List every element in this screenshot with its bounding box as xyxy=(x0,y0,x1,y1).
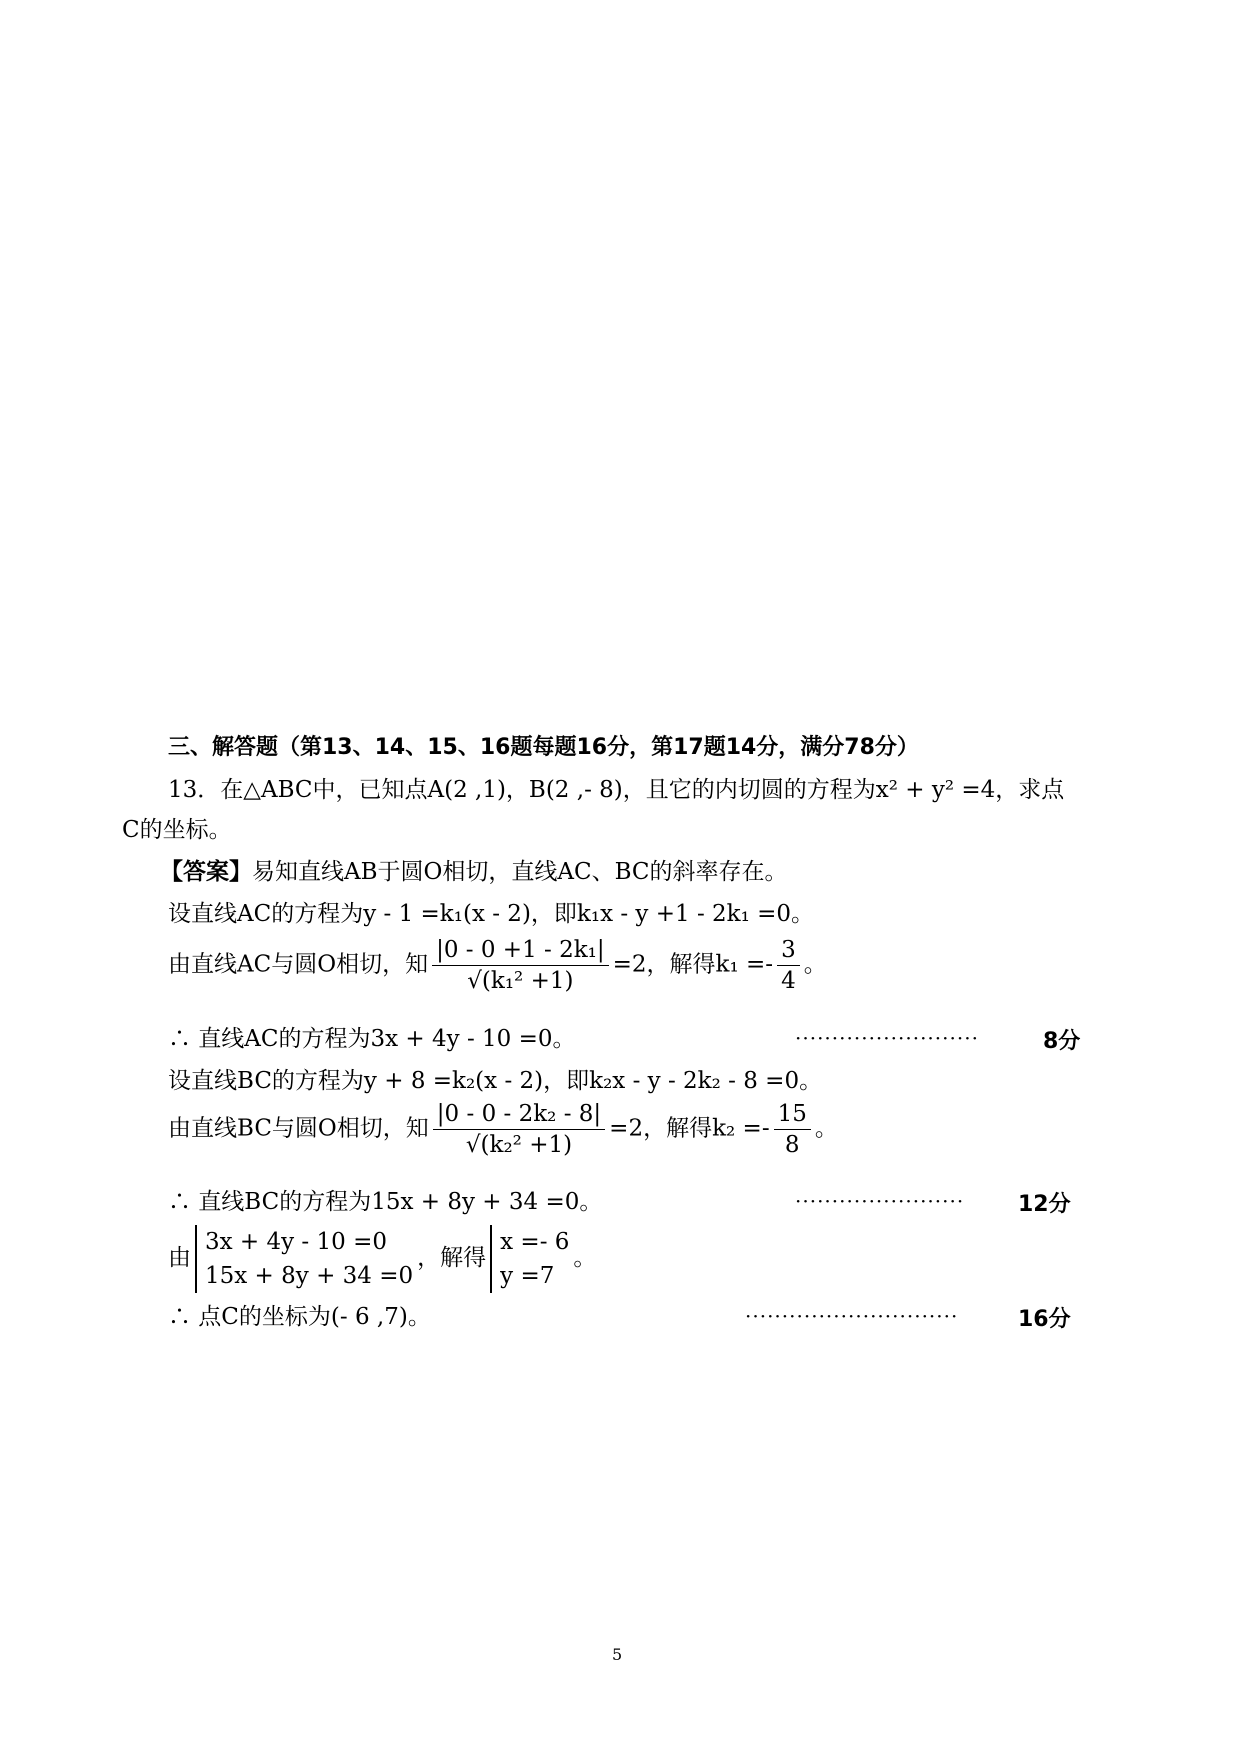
answer-intro-line xyxy=(160,857,788,887)
bc-tangent-prefix: 由直线BC与圆O相切，知 xyxy=(168,1115,429,1142)
equation-system xyxy=(195,1225,413,1293)
ac-dots: ························· xyxy=(795,1026,979,1050)
sol-eq-1: x =- 6 xyxy=(500,1229,570,1255)
bc-dots: ······················· xyxy=(795,1189,965,1213)
ac-tangent-line xyxy=(168,935,827,996)
ac-score: 8分 xyxy=(1043,1029,1081,1054)
question-line-2: C的坐标。 xyxy=(122,817,232,843)
sys-eq-2: 15x + 8y + 34 =0 xyxy=(205,1263,414,1289)
ac-tangent-mid: =2，解得k₁ =- xyxy=(612,951,774,978)
final-dots: ····························· xyxy=(745,1304,959,1328)
bc-k-fraction xyxy=(774,1099,811,1160)
ac-setup: 设直线AC的方程为y - 1 =k₁(x - 2)，即k₁x - y +1 - 2k₁ =0。 xyxy=(168,901,815,927)
period: 。 xyxy=(814,1115,838,1142)
ac-frac-denominator: √(k₁² +1) xyxy=(467,968,574,994)
ac-tangent-prefix: 由直线AC与圆O相切，知 xyxy=(168,951,429,978)
bc-distance-fraction xyxy=(433,1099,605,1160)
bc-tangent-line xyxy=(168,1099,838,1160)
system-line xyxy=(168,1224,596,1293)
ac-frac-numerator: |0 - 0 +1 - 2k₁| xyxy=(432,935,609,966)
bc-tangent-mid: =2，解得k₂ =- xyxy=(609,1115,770,1142)
bc-setup: 设直线BC的方程为y + 8 =k₂(x - 2)，即k₂x - y - 2k₂ - 8 =0。 xyxy=(168,1068,823,1094)
page-number: 5 xyxy=(612,1645,623,1664)
ac-k-fraction xyxy=(777,935,800,996)
sys-eq-1: 3x + 4y - 10 =0 xyxy=(205,1229,388,1255)
bc-frac-numerator: |0 - 0 - 2k₂ - 8| xyxy=(433,1099,605,1130)
period: 。 xyxy=(803,951,827,978)
sys-prefix: 由 xyxy=(168,1245,191,1271)
ac-distance-fraction xyxy=(432,935,609,996)
bc-score: 12分 xyxy=(1018,1192,1071,1217)
section-heading: 三、解答题（第13、14、15、16题每题16分，第17题14分，满分78分） xyxy=(168,735,919,760)
period: 。 xyxy=(573,1245,597,1271)
ac-result: ∴ 直线AC的方程为3x + 4y - 10 =0。 xyxy=(168,1026,576,1052)
bc-k-numerator: 15 xyxy=(774,1099,811,1130)
final-result: ∴ 点C的坐标为(- 6 ,7)。 xyxy=(168,1304,431,1330)
answer-label: 【答案】 xyxy=(160,859,252,885)
sol-eq-2: y =7 xyxy=(500,1263,555,1289)
sys-mid: ，解得 xyxy=(417,1245,487,1271)
solution-system xyxy=(490,1225,569,1293)
answer-intro: 易知直线AB于圆O相切，直线AC、BC的斜率存在。 xyxy=(252,859,788,885)
question-line-1: 13．在△ABC中，已知点A(2 ,1)，B(2 ,- 8)，且它的内切圆的方程为x² + y² =4，求点 xyxy=(168,777,1065,803)
bc-k-denominator: 8 xyxy=(784,1132,800,1158)
bc-result: ∴ 直线BC的方程为15x + 8y + 34 =0。 xyxy=(168,1189,603,1215)
ac-k-numerator: 3 xyxy=(777,935,800,966)
bc-frac-denominator: √(k₂² +1) xyxy=(465,1132,573,1158)
ac-k-denominator: 4 xyxy=(781,968,796,994)
final-score: 16分 xyxy=(1018,1307,1071,1332)
